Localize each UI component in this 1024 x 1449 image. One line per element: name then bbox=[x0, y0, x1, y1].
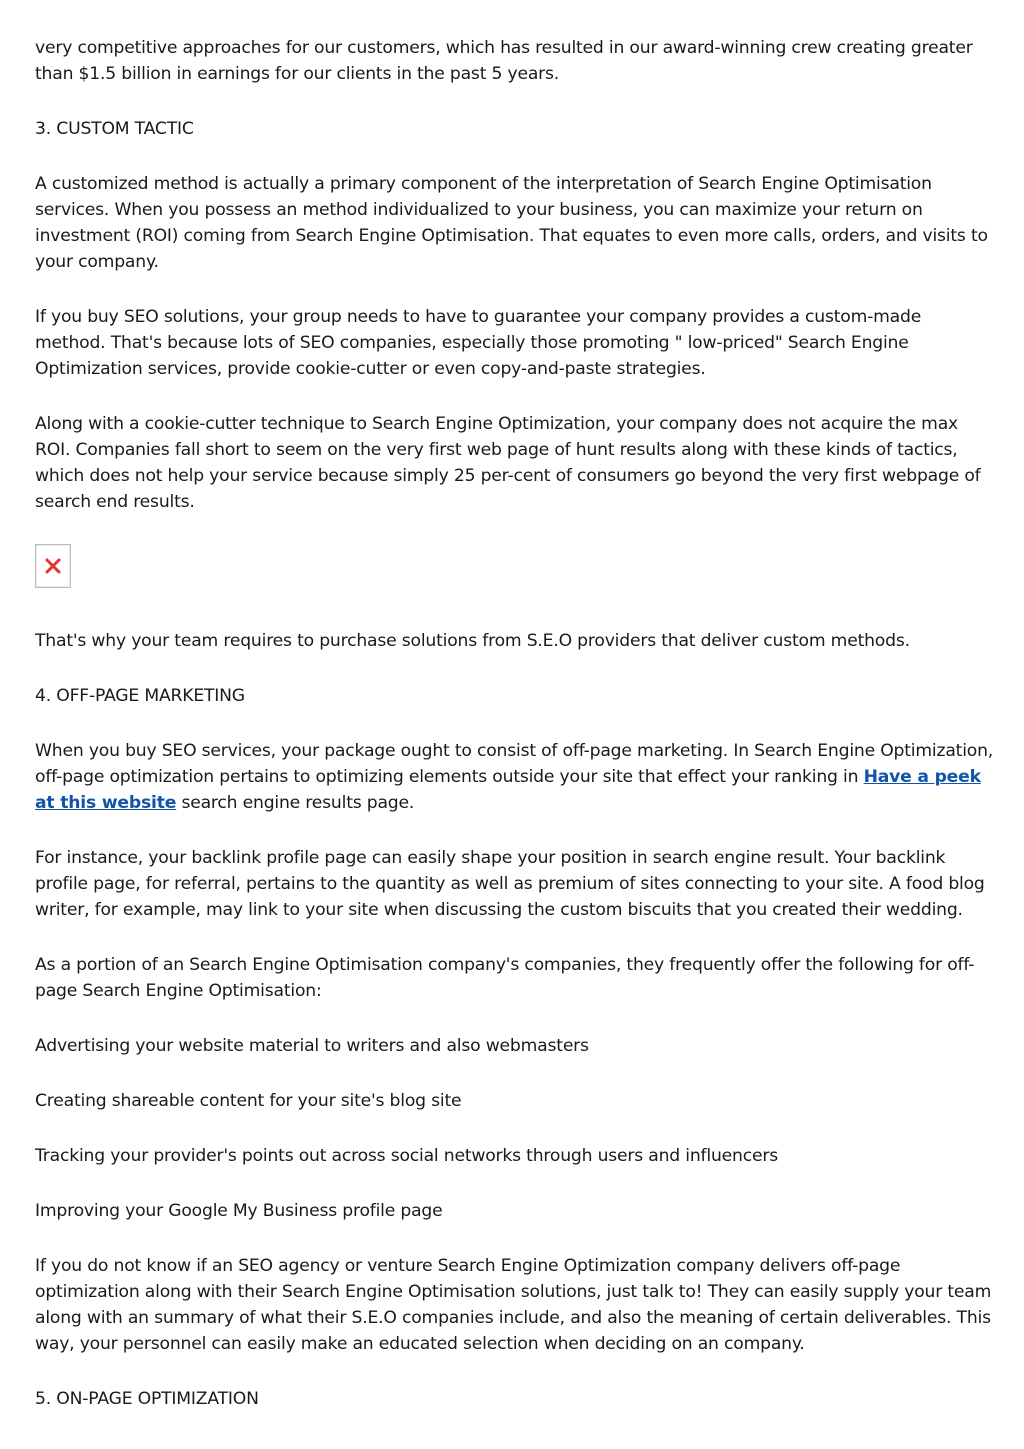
paragraph-cookie-cutter: Along with a cookie-cutter technique to Search Engine Optimization, your company does not acquire the max ROI. Companies fall short to seem on the very first web page of hunt results along with these kinds of tactics, which does not help your service because simply 25 per-cent of consumers go beyond the very first webpage of search end results. bbox=[35, 414, 981, 512]
heading-custom-tactic: 3. CUSTOM TACTIC bbox=[35, 119, 194, 139]
list-item-tracking: Tracking your provider's points out across social networks through users and influencers bbox=[35, 1146, 778, 1166]
paragraph-off-page bbox=[35, 738, 995, 816]
broken-image-icon bbox=[35, 544, 71, 588]
paragraph-custom-method: A customized method is actually a primary component of the interpretation of Search Engine Optimisation services. When you possess an method individualized to your business, you can maximize your return on investment (ROI) coming from Search Engine Optimisation. That equates to even more calls, orders, and visits to your company. bbox=[35, 174, 988, 272]
heading-off-page-marketing: 4. OFF-PAGE MARKETING bbox=[35, 686, 245, 706]
paragraph-backlink-profile: For instance, your backlink profile page can easily shape your position in search engine result. Your backlink profile page, for referral, pertains to the quantity as well as premium of sites connecting to your site. A food blog writer, for example, may link to your site when discussing the custom biscuits that you created their wedding. bbox=[35, 848, 985, 920]
paragraph-custom-methods: That's why your team requires to purchase solutions from S.E.O providers that deliver custom methods. bbox=[35, 631, 910, 651]
heading-on-page-optimization: 5. ON-PAGE OPTIMIZATION bbox=[35, 1389, 259, 1409]
paragraph-talk-to-agency: If you do not know if an SEO agency or venture Search Engine Optimization company delivers off-page optimization along with their Search Engine Optimisation solutions, just talk to! They can easily supply your team along with an summary of what their S.E.O companies include, and also the meaning of certain deliverables. This way, your personnel can easily make an educated selection when deciding on an company. bbox=[35, 1256, 992, 1354]
list-item-advertising: Advertising your website material to writers and also webmasters bbox=[35, 1036, 589, 1056]
document-page bbox=[35, 35, 995, 1441]
have-a-peek-link[interactable]: Have a peek at this website bbox=[35, 767, 981, 813]
paragraph-buy-seo: If you buy SEO solutions, your group needs to have to guarantee your company provides a custom-made method. That's because lots of SEO companies, especially those promoting " low-priced" Search Engine Optimization services, provide cookie-cutter or even copy-and-paste strategies. bbox=[35, 307, 922, 379]
paragraph-off-page-services: As a portion of an Search Engine Optimisation company's companies, they frequently offer the following for off-page Search Engine Optimisation: bbox=[35, 955, 975, 1001]
paragraph-intro: very competitive approaches for our customers, which has resulted in our award-winning crew creating greater than $1.5 billion in earnings for our clients in the past 5 years. bbox=[35, 38, 973, 84]
close-x-icon bbox=[44, 557, 62, 575]
paragraph-off-page-text-after: search engine results page. bbox=[176, 793, 415, 813]
list-item-shareable-content: Creating shareable content for your site's blog site bbox=[35, 1091, 462, 1111]
list-item-google-my-business: Improving your Google My Business profile page bbox=[35, 1201, 443, 1221]
paragraph-off-page-text-before: When you buy SEO services, your package ought to consist of off-page marketing. In Search Engine Optimization, off-page optimization pertains to optimizing elements outside your site that effect your ranking in bbox=[35, 741, 994, 787]
